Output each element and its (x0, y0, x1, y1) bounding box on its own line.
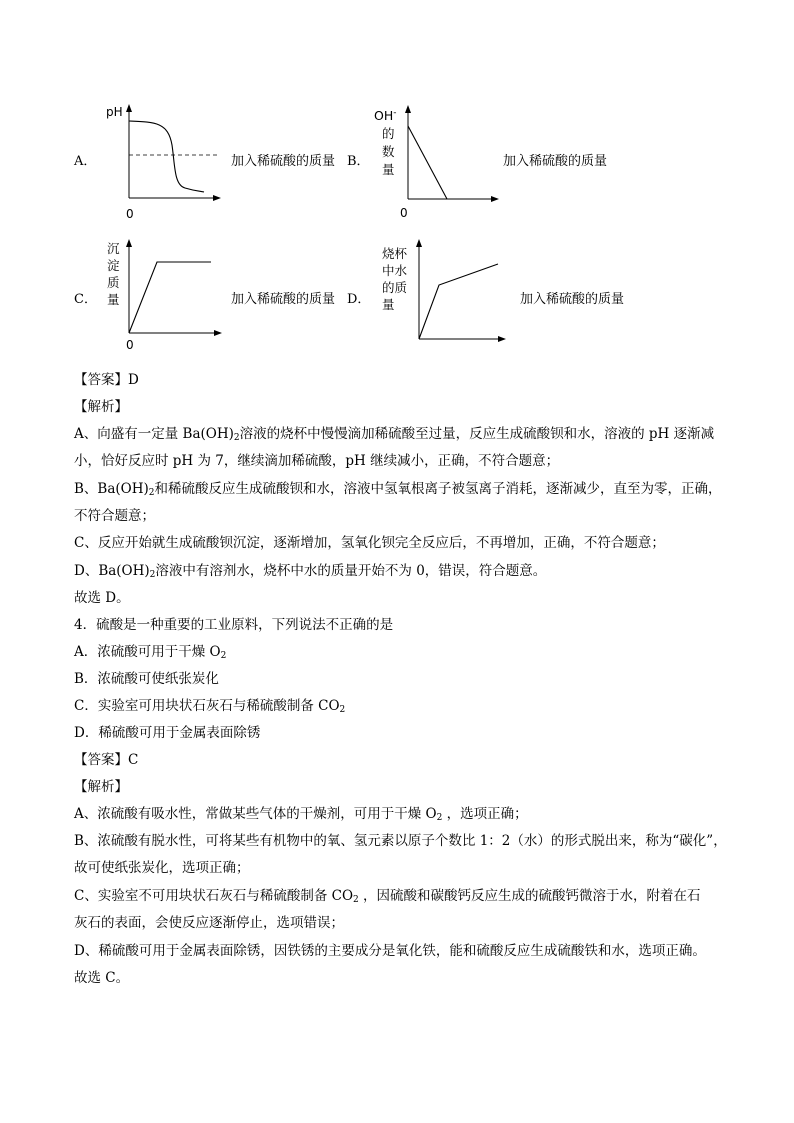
graph-b-line (408, 126, 447, 199)
option-a-label: A． (74, 154, 97, 169)
graph-c-x-arrow (214, 330, 222, 336)
graph-a-x-arrow (213, 195, 221, 201)
q3-analysis-title: 【解析】 (74, 399, 128, 415)
q4-analysis-b-line1: B、浓硫酸有脱水性，可将某些有机物中的氧、氢元素以原子个数比 1：2（水）的形式脱出来，称为“碳化”， (74, 833, 727, 849)
q4-question: 4．硫酸是一种重要的工业原料，下列说法不正确的是 (74, 617, 394, 633)
graph-a (100, 100, 230, 225)
graph-b-origin: 0 (400, 206, 408, 220)
graph-d-x-arrow (498, 336, 506, 342)
graph-b-y-arrow (405, 105, 411, 113)
graph-c-x-label: 加入稀硫酸的质量 (231, 292, 336, 307)
q4-answer: 【答案】C (74, 752, 139, 768)
graph-d-y-arrow (416, 239, 422, 247)
graph-a-y-label: pH (106, 105, 123, 119)
q4-analysis-c-line1: C、实验室不可用块状石灰石与稀硫酸制备 $CO_2$ ，因硫酸和碳酸钙反应生成的硫酸钙微溶于水，附着在石 (74, 888, 701, 905)
option-b-label: B． (347, 154, 370, 169)
q4-analysis-d-line: D、稀硫酸可用于金属表面除锈，因铁锈的主要成分是氧化铁，能和硫酸反应生成硫酸铁和水，选项正确。 (74, 943, 706, 959)
q4-conclusion: 故选 C。 (74, 970, 130, 986)
graph-a-curve (129, 121, 204, 192)
q4-analysis-title: 【解析】 (74, 779, 128, 795)
graph-d-line (419, 264, 498, 339)
graph-c (120, 234, 230, 354)
q4-option-d: D．稀硫酸可用于金属表面除锈 (74, 725, 261, 741)
q3-analysis-d-line: D、$Ba(OH)_2$溶液中有溶剂水，烧杯中水的质量开始不为 0，错误，符合题意。 (74, 563, 547, 580)
graph-d-y-label: 烧杯 中水 的质 量 (382, 246, 408, 312)
graph-a-x-label: 加入稀硫酸的质量 (231, 154, 336, 169)
q4-option-b: B．浓硫酸可使纸张炭化 (74, 671, 219, 687)
graph-c-y-arrow (126, 239, 132, 247)
q3-analysis-b-line2: 不符合题意； (74, 508, 155, 524)
graph-b (395, 100, 505, 225)
q4-analysis-c-line2: 灰石的表面，会使反应逐渐停止，选项错误； (74, 915, 344, 931)
option-d-label: D． (347, 292, 371, 307)
graph-a-origin: 0 (126, 207, 134, 221)
q3-analysis-b-line1: B、$Ba(OH)_2$和稀硫酸反应生成硫酸钡和水，溶液中氢氧根离子被氢离子消耗，逐渐减少，直至为零，正确， (74, 481, 722, 498)
graph-d-x-label: 加入稀硫酸的质量 (520, 292, 625, 307)
q4-analysis-b-line2: 故可使纸张炭化，选项正确； (74, 860, 250, 876)
graph-b-x-label: 加入稀硫酸的质量 (503, 154, 608, 169)
graph-b-x-arrow (491, 196, 499, 202)
graph-b-y-label: OH- 的 数 量 (374, 108, 397, 178)
q3-analysis-a-line1: A、向盛有一定量 $Ba(OH)_2$溶液的烧杯中慢慢滴加稀硫酸至过量，反应生成硫酸钡和水，溶液的 pH 逐渐减 (74, 426, 715, 443)
q3-answer: 【答案】D (74, 372, 139, 388)
q4-option-a: A．浓硫酸可用于干燥 $O_2$ (74, 644, 227, 661)
option-c-label: C． (74, 292, 97, 307)
graph-d (410, 234, 510, 349)
graph-a-y-arrow (126, 104, 132, 112)
q4-option-c: C．实验室可用块状石灰石与稀硫酸制备 $CO_2$ (74, 698, 346, 715)
graph-c-line (129, 262, 211, 333)
graph-c-origin: 0 (126, 338, 134, 352)
q3-conclusion: 故选 D。 (74, 590, 130, 606)
q4-analysis-a: A、浓硫酸有吸水性，常做某些气体的干燥剂，可用于干燥 $O_2$ ，选项正确； (74, 806, 528, 823)
q3-analysis-c-line: C、反应开始就生成硫酸钡沉淀，逐渐增加，氢氧化钡完全反应后，不再增加，正确，不符合题意； (74, 535, 665, 551)
q3-analysis-a-line2: 小，恰好反应时 pH 为 7，继续滴加稀硫酸，pH 继续减小，正确，不符合题意； (74, 453, 560, 469)
graph-c-y-label: 沉 淀 质 量 (107, 241, 120, 307)
